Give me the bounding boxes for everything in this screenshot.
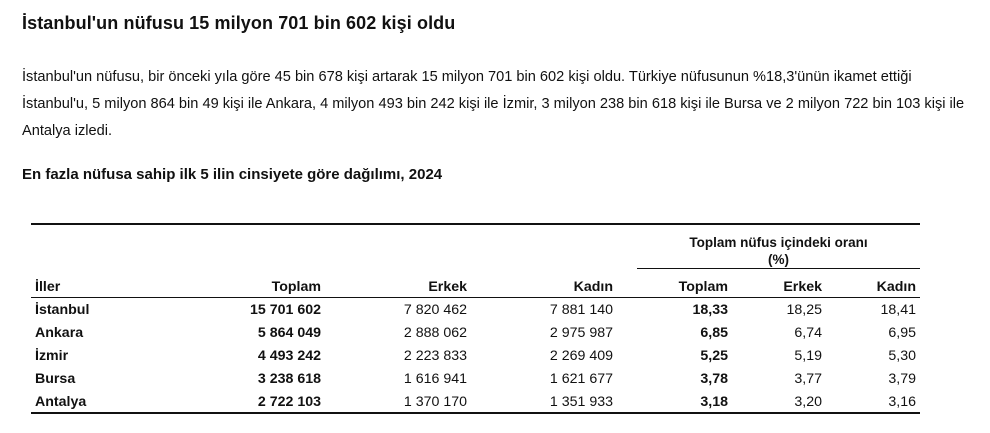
group-header-line2: (%): [768, 252, 789, 267]
row-name: İstanbul: [35, 302, 90, 318]
row-pct-male: 3,20: [794, 394, 822, 410]
row-female: 2 975 987: [549, 325, 613, 341]
header-erkek: Erkek: [428, 279, 467, 295]
row-total: 5 864 049: [257, 325, 321, 341]
row-pct-female: 18,41: [880, 302, 916, 318]
row-pct-female: 3,16: [888, 394, 916, 410]
table-top-rule: [31, 223, 920, 225]
row-pct-total: 3,18: [700, 394, 728, 410]
row-pct-female: 6,95: [888, 325, 916, 341]
row-female: 7 881 140: [549, 302, 613, 318]
row-female: 1 621 677: [549, 371, 613, 387]
row-total: 3 238 618: [257, 371, 321, 387]
row-pct-total: 18,33: [692, 302, 728, 318]
row-pct-female: 5,30: [888, 348, 916, 364]
row-name: Bursa: [35, 371, 76, 387]
row-male: 1 370 170: [403, 394, 467, 410]
header-pct-kadin: Kadın: [876, 279, 916, 295]
row-pct-total: 3,78: [700, 371, 728, 387]
table-title: En fazla nüfusa sahip ilk 5 ilin cinsiyete göre dağılımı, 2024: [22, 166, 443, 183]
row-total: 2 722 103: [257, 394, 321, 410]
row-name: Ankara: [35, 325, 84, 341]
header-iller: İller: [35, 279, 61, 295]
group-header-line1: Toplam nüfus içindeki oranı: [689, 235, 868, 250]
row-male: 2 223 833: [403, 348, 467, 364]
header-pct-toplam: Toplam: [678, 279, 728, 295]
row-pct-male: 5,19: [794, 348, 822, 364]
row-male: 7 820 462: [403, 302, 467, 318]
row-pct-male: 18,25: [786, 302, 822, 318]
header-kadin: Kadın: [573, 279, 613, 295]
row-total: 4 493 242: [257, 348, 321, 364]
header-pct-erkek: Erkek: [783, 279, 822, 295]
group-header: [637, 234, 920, 268]
row-name: İzmir: [35, 348, 69, 364]
table-bottom-rule: [31, 412, 920, 414]
intro-paragraph: İstanbul'un nüfusu, bir önceki yıla göre 45 bin 678 kişi artarak 15 milyon 701 bin 602 kişi oldu. Türkiye nüfusunun %18,3'ünün ikamet ettiği İstanbul'u, 5 milyon 864 bin 49 kişi ile Ankara, 4 milyon 493 bin 242 kişi ile İzmir, 3 milyon 238 bin 618 kişi ile Bursa ve 2 milyon 722 bin 103 kişi ile Antalya izledi.: [22, 69, 965, 139]
row-pct-total: 6,85: [700, 325, 728, 341]
row-male: 1 616 941: [403, 371, 467, 387]
row-pct-total: 5,25: [700, 348, 728, 364]
header-bottom-rule: [31, 297, 920, 298]
row-female: 2 269 409: [549, 348, 613, 364]
row-male: 2 888 062: [403, 325, 467, 341]
row-pct-male: 3,77: [794, 371, 822, 387]
row-name: Antalya: [35, 394, 87, 410]
row-pct-male: 6,74: [794, 325, 822, 341]
group-header-rule: [637, 268, 920, 269]
row-pct-female: 3,79: [888, 371, 916, 387]
row-total: 15 701 602: [249, 302, 321, 318]
page-title: İstanbul'un nüfusu 15 milyon 701 bin 602 kişi oldu: [22, 13, 456, 33]
population-table: [31, 223, 920, 414]
row-female: 1 351 933: [549, 394, 613, 410]
header-toplam: Toplam: [271, 279, 321, 295]
